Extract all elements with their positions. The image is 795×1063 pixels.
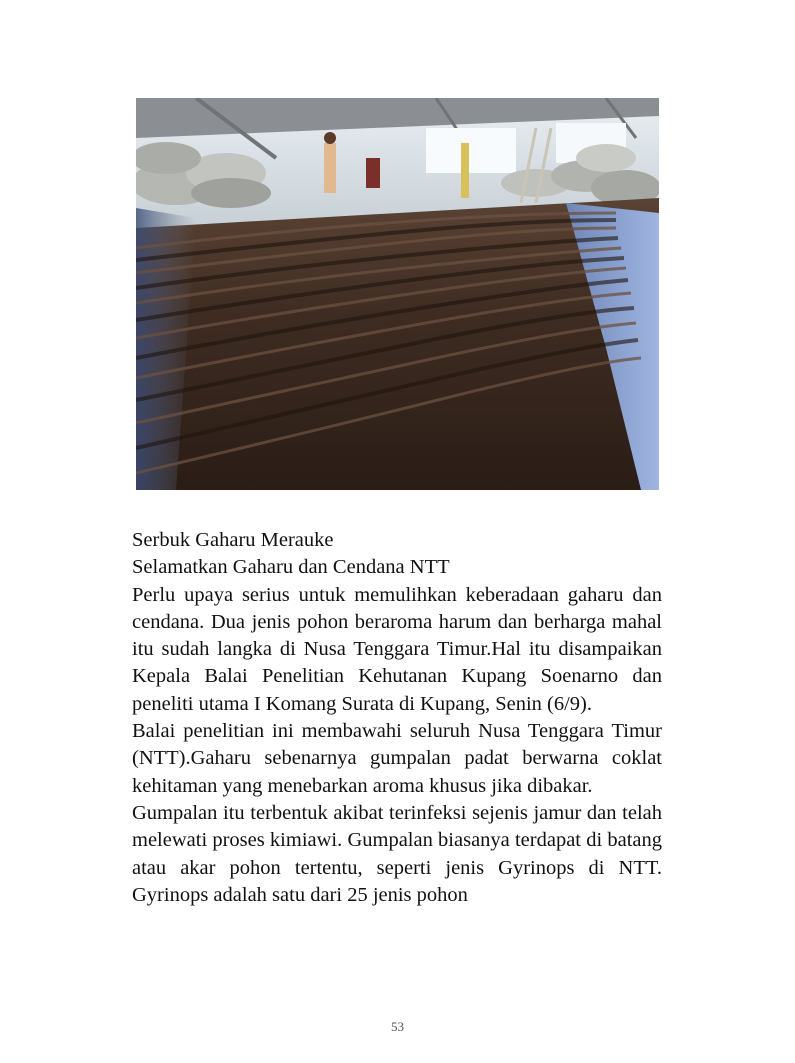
page-number: 53 <box>391 1019 404 1034</box>
article-photo <box>136 98 659 490</box>
photo-caption: Serbuk Gaharu Merauke <box>132 529 334 551</box>
article-text <box>132 527 662 909</box>
article-headline: Selamatkan Gaharu dan Cendana NTT <box>132 556 450 579</box>
article-paragraph: Perlu upaya serius untuk memulihkan keberadaan gaharu dan cendana. Dua jenis pohon beraroma harum dan berharga mahal itu sudah langka di Nusa Tenggara Timur.Hal itu disampaikan Kepala Balai Penelitian Kehutanan Kupang Soenarno dan peneliti utama I Komang Surata di Kupang, Senin (6/9). <box>132 583 662 715</box>
article-paragraph: Balai penelitian ini membawahi seluruh Nusa Tenggara Timur (NTT).Gaharu sebenarnya gumpalan padat berwarna coklat kehitaman yang menebarkan aroma khusus jika dibakar. <box>132 720 662 797</box>
article-paragraph: Gumpalan itu terbentuk akibat terinfeksi sejenis jamur dan telah melewati proses kimiawi. Gumpalan biasanya terdapat di batang atau akar pohon tertentu, seperti jenis Gyrinops di NTT. Gyrinops adalah satu dari 25 jenis pohon <box>132 801 662 906</box>
